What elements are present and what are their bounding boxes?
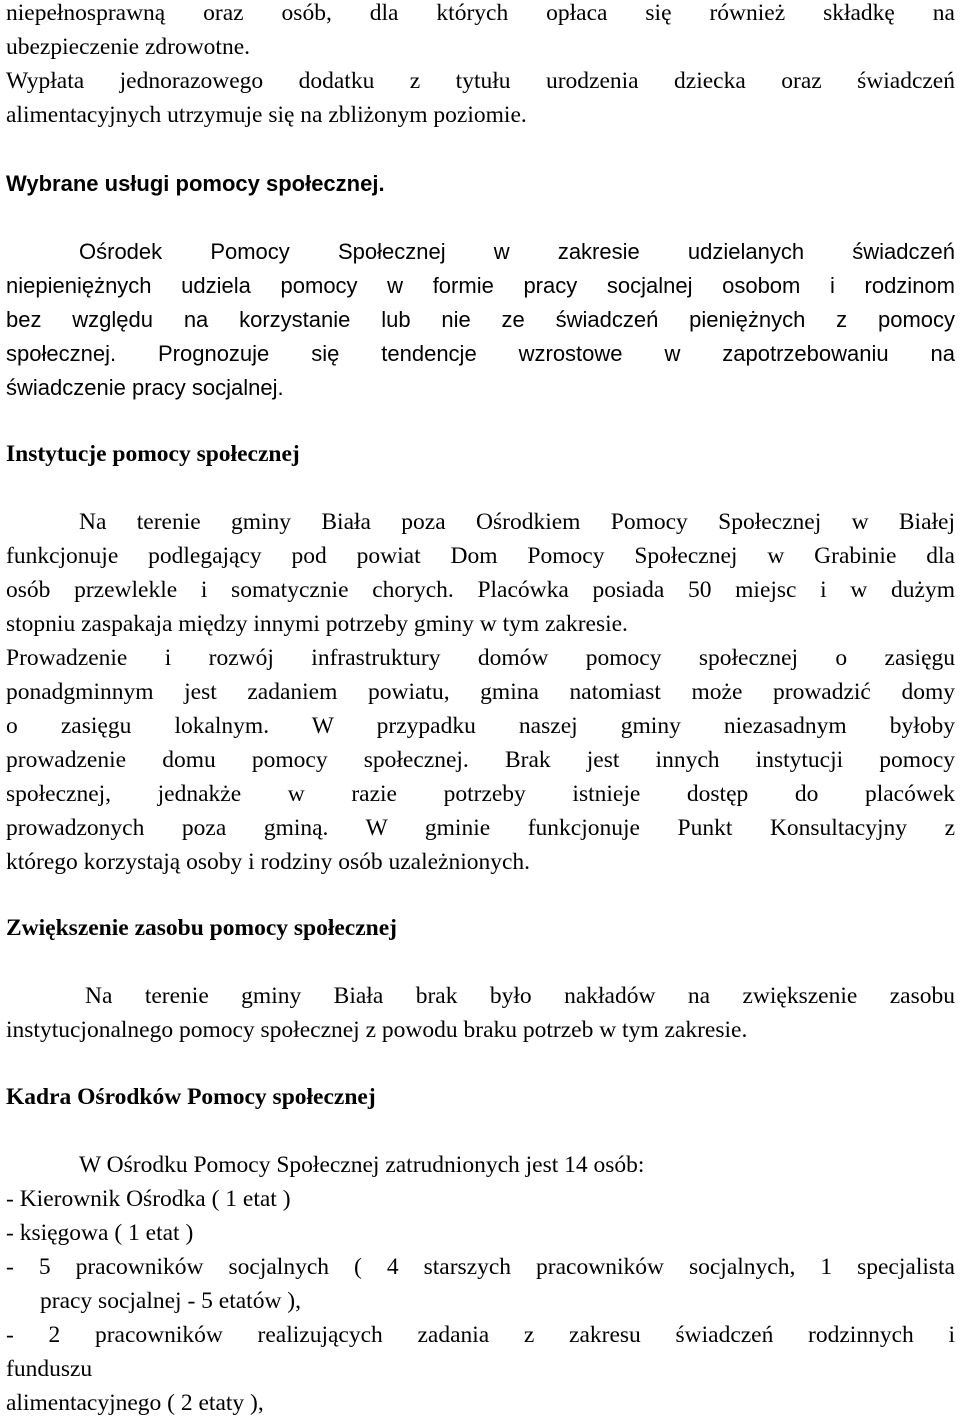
institutions-line: stopniu zaspakaja między innymi potrzeby gminy w tym zakresie. [6, 611, 628, 637]
staff-item: - 2 pracowników realizujących zadania z zakresu świadczeń rodzinnych i [6, 1322, 955, 1348]
staff-heading: Kadra Ośrodków Pomocy społecznej [6, 1084, 376, 1110]
staff-item: - 5 pracowników socjalnych ( 4 starszych pracowników socjalnych, 1 specjalista [6, 1254, 955, 1280]
staff-item-continuation: pracy socjalnej - 5 etatów ), [40, 1288, 302, 1314]
resources-line: Na terenie gminy Biała brak było nakładów na zwiększenie zasobu [85, 983, 955, 1009]
staff-list [6, 1148, 955, 1420]
institutions-heading: Instytucje pomocy społecznej [6, 441, 300, 467]
services-paragraph [6, 235, 955, 405]
institutions-line: Prowadzenie i rozwój infrastruktury domów pomocy społecznej o zasięgu [6, 645, 955, 671]
intro-line: alimentacyjnych utrzymuje się na zbliżonym poziomie. [6, 102, 527, 128]
staff-intro: W Ośrodku Pomocy Społecznej zatrudnionych jest 14 osób: [79, 1152, 645, 1178]
services-line: Ośrodek Pomocy Społecznej w zakresie udzielanych świadczeń [79, 239, 955, 264]
institutions-line: Na terenie gminy Biała poza Ośrodkiem Pomocy Społecznej w Białej [79, 509, 955, 535]
institutions-paragraph [6, 505, 955, 879]
intro-line: niepełnosprawną oraz osób, dla których opłaca się również składkę na [6, 0, 955, 26]
institutions-line: o zasięgu lokalnym. W przypadku naszej gminy niezasadnym byłoby [6, 713, 955, 739]
staff-item: - Kierownik Ośrodka ( 1 etat ) [6, 1186, 291, 1212]
institutions-line: ponadgminnym jest zadaniem powiatu, gmina natomiast może prowadzić domy [6, 679, 955, 705]
services-line: świadczenie pracy socjalnej. [6, 375, 284, 400]
institutions-line: osób przewlekle i somatycznie chorych. Placówka posiada 50 miejsc i w dużym [6, 577, 955, 603]
intro-paragraph [6, 0, 955, 132]
staff-item-continuation: alimentacyjnego ( 2 etaty ), [6, 1390, 264, 1416]
intro-line: Wypłata jednorazowego dodatku z tytułu urodzenia dziecka oraz świadczeń [6, 68, 955, 94]
institutions-line: prowadzonych poza gminą. W gminie funkcjonuje Punkt Konsultacyjny z [6, 815, 955, 841]
resources-line: instytucjonalnego pomocy społecznej z powodu braku potrzeb w tym zakresie. [6, 1017, 748, 1043]
staff-item: - księgowa ( 1 etat ) [6, 1220, 194, 1246]
services-heading: Wybrane usługi pomocy społecznej. [6, 171, 385, 196]
institutions-line: prowadzenie domu pomocy społecznej. Brak jest innych instytucji pomocy [6, 747, 955, 773]
institutions-line: funkcjonuje podlegający pod powiat Dom Pomocy Społecznej w Grabinie dla [6, 543, 955, 569]
resources-paragraph [6, 979, 955, 1047]
staff-item-continuation: funduszu [6, 1356, 93, 1382]
services-line: bez względu na korzystanie lub nie ze świadczeń pieniężnych z pomocy [6, 307, 955, 332]
intro-line: ubezpieczenie zdrowotne. [6, 34, 251, 60]
resources-heading: Zwiększenie zasobu pomocy społecznej [6, 915, 397, 941]
services-line: społecznej. Prognozuje się tendencje wzrostowe w zapotrzebowaniu na [6, 341, 955, 366]
institutions-line: społecznej, jednakże w razie potrzeby istnieje dostęp do placówek [6, 781, 955, 807]
services-line: niepieniężnych udziela pomocy w formie pracy socjalnej osobom i rodzinom [6, 273, 955, 298]
institutions-line: którego korzystają osoby i rodziny osób uzależnionych. [6, 849, 531, 875]
